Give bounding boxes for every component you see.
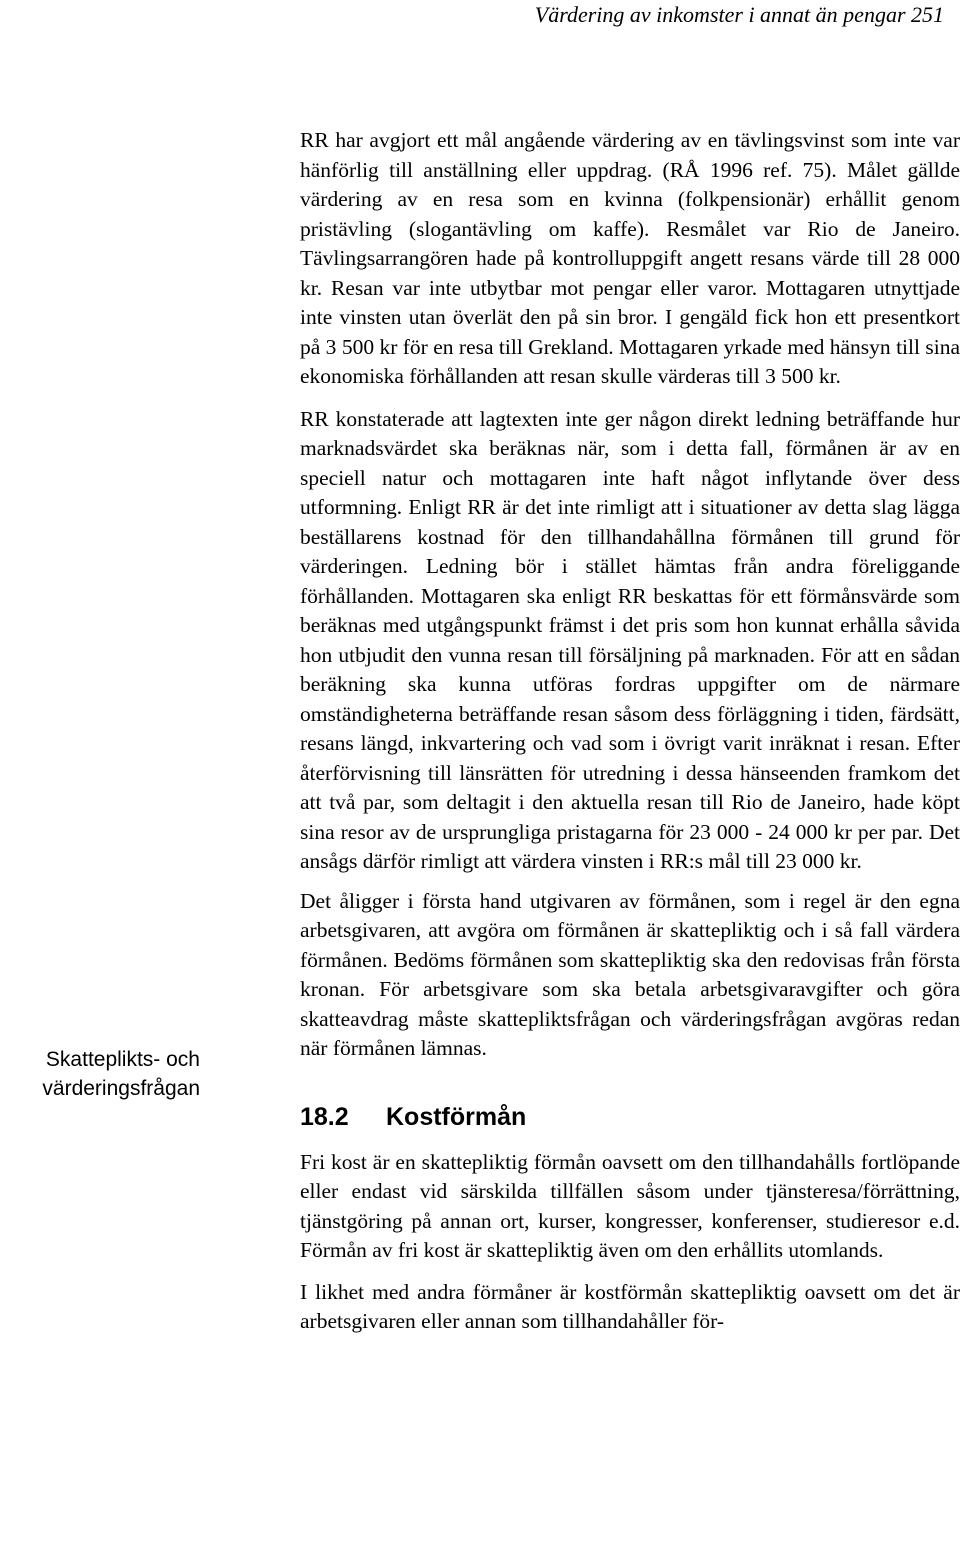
paragraph-meal-benefit: I likhet med andra förmåner är kostförmån skattepliktig oavsett om det är arbetsgivaren eller annan som tillhandahåller för-: [300, 1279, 960, 1333]
paragraph-free-meals: Fri kost är en skattepliktig förmån oavsett om den tillhandahålls fortlöpande eller endast vid särskilda tillfällen såsom under tjänsteresa/förrättning, tjänstgöring på annan ort, kurser, kongresser, konferenser, studieresor e.d. Förmån av fri kost är skattepliktig även om den erhållits utomlands.: [300, 1149, 960, 1262]
section-heading: [300, 1102, 960, 1132]
paragraph-rr-ruling: RR konstaterade att lagtexten inte ger någon direkt ledning beträffande hur marknadsvärdet ska beräknas när, som i detta fall, förmånen är av en speciell natur och mottagaren inte haft något inflytande över dess utformning. Enligt RR är det inte rimligt att i situationer av detta slag lägga beställarens kostnad för den tillhandahållna förmånen till grund för värderingen. Ledning bör i stället hämtas från andra föreliggande förhållanden. Mottagaren ska enligt RR beskattas för ett förmånsvärde som beräknas med utgångspunkt främst i det pris som hon kunnat erhålla såvida hon utbjudit den vunna resan till försäljning på marknaden. För att en sådan beräkning ska kunna utföras fordras uppgifter om de närmare omständigheterna beträffande resan såsom dess förläggning i tiden, färdsätt, resans längd, inkvartering och vad som i övrigt varit inräknat i resan. Efter återförvisning till länsrätten för utredning i dessa hänseenden framkom det att två par, som deltagit i den aktuella resan till Rio de Janeiro, hade köpt sina resor av de ursprungliga pristagarna för 23 000 - 24 000 kr per par. Det ansågs därför rimligt att värdera vinsten i RR:s mål till 23 000 kr.: [300, 406, 960, 873]
main-text-column: [300, 126, 960, 1337]
margin-note-line-1: Skatteplikts- och: [45, 1048, 200, 1071]
margin-note-line-2: värderingsfrågan: [42, 1077, 200, 1100]
section-number: 18.2: [300, 1102, 349, 1131]
paragraph-competition-prize: RR har avgjort ett mål angående värdering av en tävlingsvinst som inte var hänförlig till anställning eller uppdrag. (RÅ 1996 ref. 75). Målet gällde värdering av en resa som en kvinna (folkpensionär) erhållit genom pristävling (slogantävling om kaffe). Resmålet var Rio de Janeiro. Tävlingsarrangören hade på kontrolluppgift angett resans värde till 28 000 kr. Resan var inte utbytbar mot pengar eller varor. Mottagaren utnyttjade inte vinsten utan överlät den på sin bror. I gengäld fick hon ett presentkort på 3 500 kr för en resa till Grekland. Mottagaren yrkade med hänsyn till sina ekonomiska förhållanden att resan skulle värderas till 3 500 kr.: [300, 128, 960, 388]
section-title: Kostförmån: [386, 1102, 527, 1131]
paragraph-employer-responsibility: Det åligger i första hand utgivaren av förmånen, som i regel är den egna arbetsgivaren, att avgöra om förmånen är skattepliktig och i så fall värdera förmånen. Bedöms förmånen som skattepliktig ska den redovisas från första kronan. För arbetsgivare som ska betala arbetsgivaravgifter och göra skatteavdrag måste skattepliktsfrågan och värderingsfrågan avgöras redan när förmånen lämnas.: [300, 888, 960, 1060]
margin-note: [0, 1045, 200, 1103]
running-header: Värdering av inkomster i annat än pengar 251: [534, 2, 944, 27]
